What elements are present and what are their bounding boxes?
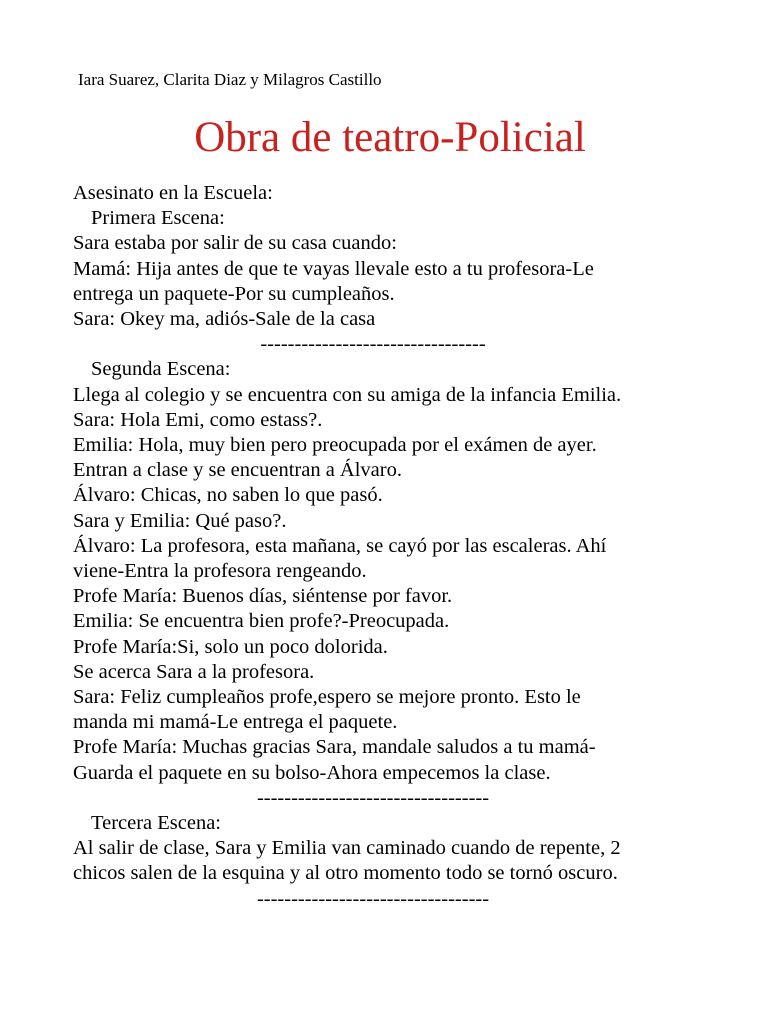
script-line: Entran a clase y se encuentran a Álvaro.	[73, 459, 402, 482]
script-line: entrega un paquete-Por su cumpleaños.	[73, 282, 395, 305]
scene-separator: ---------------------------------	[260, 333, 486, 356]
script-line: Llega al colegio y se encuentra con su amiga de la infancia Emilia.	[73, 383, 622, 406]
script-line: Sara: Okey ma, adiós-Sale de la casa	[73, 308, 376, 331]
script-line: Mamá: Hija antes de que te vayas llevale esto a tu profesora-Le	[73, 257, 594, 280]
script-line: Emilia: Se encuentra bien profe?-Preocupada.	[73, 610, 450, 633]
script-line: Profe María:Si, solo un poco dolorida.	[73, 635, 388, 658]
authors-line: Iara Suarez, Clarita Diaz y Milagros Castillo	[78, 70, 382, 89]
scene-separator: ----------------------------------	[256, 786, 490, 809]
script-line: Profe María: Buenos días, siéntense por favor.	[73, 585, 453, 608]
script-line: Álvaro: Chicas, no saben lo que pasó.	[73, 484, 383, 507]
script-line: Guarda el paquete en su bolso-Ahora empecemos la clase.	[73, 761, 551, 784]
script-line: Sara: Feliz cumpleaños profe,espero se mejore pronto. Esto le	[73, 686, 581, 709]
script-line: chicos salen de la esquina y al otro momento todo se tornó oscuro.	[73, 862, 618, 885]
script-line: Al salir de clase, Sara y Emilia van caminado cuando de repente, 2	[73, 837, 621, 860]
script-line: manda mi mamá-Le entrega el paquete.	[73, 711, 398, 734]
scene-separator: ----------------------------------	[256, 887, 490, 910]
script-line: Emilia: Hola, muy bien pero preocupada por el exámen de ayer.	[73, 434, 597, 457]
script-line: Álvaro: La profesora, esta mañana, se cayó por las escaleras. Ahí	[73, 534, 607, 557]
scene-heading: Primera Escena:	[91, 207, 225, 230]
script-line: Asesinato en la Escuela:	[73, 182, 273, 204]
script-line: Sara estaba por salir de su casa cuando:	[73, 232, 397, 255]
scene-heading: Tercera Escena:	[91, 812, 222, 835]
script-line: Profe María: Muchas gracias Sara, mandale saludos a tu mamá-	[73, 736, 596, 759]
scene-heading: Segunda Escena:	[91, 358, 231, 381]
script-line: viene-Entra la profesora rengeando.	[73, 560, 367, 583]
script-body	[73, 181, 713, 912]
document-title: Obra de teatro-Policial	[194, 114, 586, 161]
script-line: Sara: Hola Emi, como estass?.	[73, 408, 323, 431]
script-line: Se acerca Sara a la profesora.	[73, 660, 315, 683]
script-line: Sara y Emilia: Qué paso?.	[73, 509, 287, 532]
